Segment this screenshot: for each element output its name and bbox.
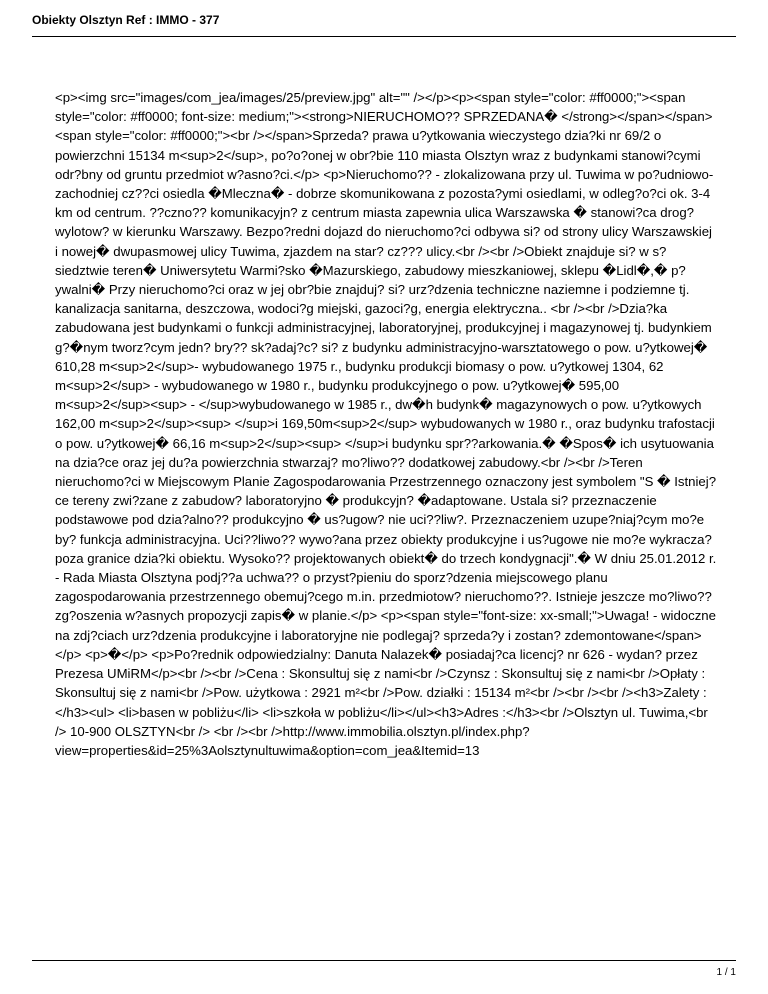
page-header (32, 0, 736, 37)
page-title: Obiekty Olsztyn Ref : IMMO - 377 (32, 13, 220, 27)
page-number: 1 / 1 (716, 967, 736, 978)
document-body-text: <p><img src="images/com_jea/images/25/preview.jpg" alt="" /></p><p><span style="color: #ff0000;"><span style="color: #ff0000; font-size: medium;"><strong>NIERUCHOMO?? SPRZEDANA� </strong></span></span><span style="color: #ff0000;"><br /></span>Sprzeda? prawa u?ytkowania wieczystego dzia?ki nr 69/2 o powierzchni 15134 m<sup>2</sup>, po?o?onej w obr?bie 110 miasta Olsztyn wraz z budynkami stanowi?cymi odr?bny od gruntu przedmiot w?asno?ci.</p> <p>Nieruchomo?? - zlokalizowana przy ul. Tuwima w po?udniowo-zachodniej cz??ci osiedla �Mleczna� - dobrze skomunikowana z pozosta?ymi osiedlami, w odleg?o?ci ok. 3-4 km od centrum. ??czno?? komunikacyjn? z centrum miasta zapewnia ulica Warszawska � stanowi?ca drog? wylotow? w kierunku Warszawy. Bezpo?redni dojazd do nieruchomo?ci odbywa si? od strony ulicy Warszawskiej i nowej� dwupasmowej ulicy Tuwima, zjazdem na star? cz??? ulicy.<br /><br />Obiekt znajduje si? w s?siedztwie teren� Uniwersytetu Warmi?sko �Mazurskiego, zabudowy mieszkaniowej, sklepu �Lidl�,� p?ywalni� Przy nieruchomo?ci oraz w jej obr?bie znajduj? si? urz?dzenia techniczne naziemne i podziemne tj. kanalizacja sanitarna, deszczowa, wodoci?g miejski, gazoci?g, energia elektryczna.. <br /><br />Dzia?ka zabudowana jest budynkami o funkcji administracyjnej, laboratoryjnej, produkcyjnej i magazynowej tj. budynkiem g?�nym tworz?cym jedn? bry?? sk?adaj?c? si? z budynku administracyjno-warsztatowego o pow. u?ytkowej� 610,28 m<sup>2</sup>- wybudowanego 1975 r., budynku produkcji biomasy o pow. u?ytkowej 1304, 62 m<sup>2</sup> - wybudowanego w 1980 r., budynku produkcyjnego o pow. u?ytkowej� 595,00 m<sup>2</sup><sup> - </sup>wybudowanego w 1985 r., dw�h budynk� magazynowych o pow. u?ytkowych 162,00 m<sup>2</sup><sup> </sup>i 169,50m<sup>2</sup> wybudowanych w 1980 r., oraz budynku trafostacji o pow. u?ytkowej� 66,16 m<sup>2</sup><sup> </sup>i budynku spr??arkowania.� �Spos� ich usytuowania na dzia?ce oraz jej du?a powierzchnia stwarzaj? mo?liwo?? dodatkowej zabudowy.<br /><br />Teren nieruchomo?ci w Miejscowym Planie Zagospodarowania Przestrzennego oznaczony jest symbolem "S � Istniej?ce tereny zwi?zane z zabudow? laboratoryjno � produkcyjn? �adaptowane. Ustala si? przeznaczenie podstawowe pod dzia?alno?? produkcyjno � us?ugow? nie uci??liw?. Przeznaczeniem uzupe?niaj?cym mo?e by? funkcja administracyjna. Uci??liwo?? wywo?ana przez obiekty produkcyjne i us?ugowe nie mo?e wykracza? poza granice dzia?ki obiektu. Wysoko?? projektowanych obiekt� do trzech kondygnacji".� W dniu 25.01.2012 r. - Rada Miasta Olsztyna podj??a uchwa?? o przyst?pieniu do sporz?dzenia miejscowego planu zagospodarowania przestrzennego obemuj?cego m.in. przedmiotow? nieruchomo??. Istnieje jeszcze mo?liwo?? zg?oszenia w?asnych propozycji zapis� w planie.</p> <p><span style="font-size: xx-small;">Uwaga! - widoczne na zdj?ciach urz?dzenia produkcyjne i laboratoryjne nie podlegaj? sprzeda?y i zostan? zdemontowane</span></p> <p>�</p> <p>Po?rednik odpowiedzialny: Danuta Nalazek� posiadaj?ca licencj? nr 626 - wydan? przez Prezesa UMiRM</p><br /><br />Cena : Skonsultuj się z nami<br />Czynsz : Skonsultuj się z nami<br />Opłaty : Skonsultuj się z nami<br />Pow. użytkowa : 2921 m²<br />Pow. działki : 15134 m²<br /><br /><br /><h3>Zalety :</h3><ul> <li>basen w pobliżu</li> <li>szkoła w pobliżu</li></ul><h3>Adres :</h3><br />Olsztyn ul. Tuwima,<br /> 10-900 OLSZTYN<br /> <br /><br />http://www.immobilia.olsztyn.pl/index.php?view=properties&id=25%3Aolsztynultuwima&option=com_jea&Itemid=13 (55, 90, 717, 758)
page-footer (32, 960, 736, 991)
